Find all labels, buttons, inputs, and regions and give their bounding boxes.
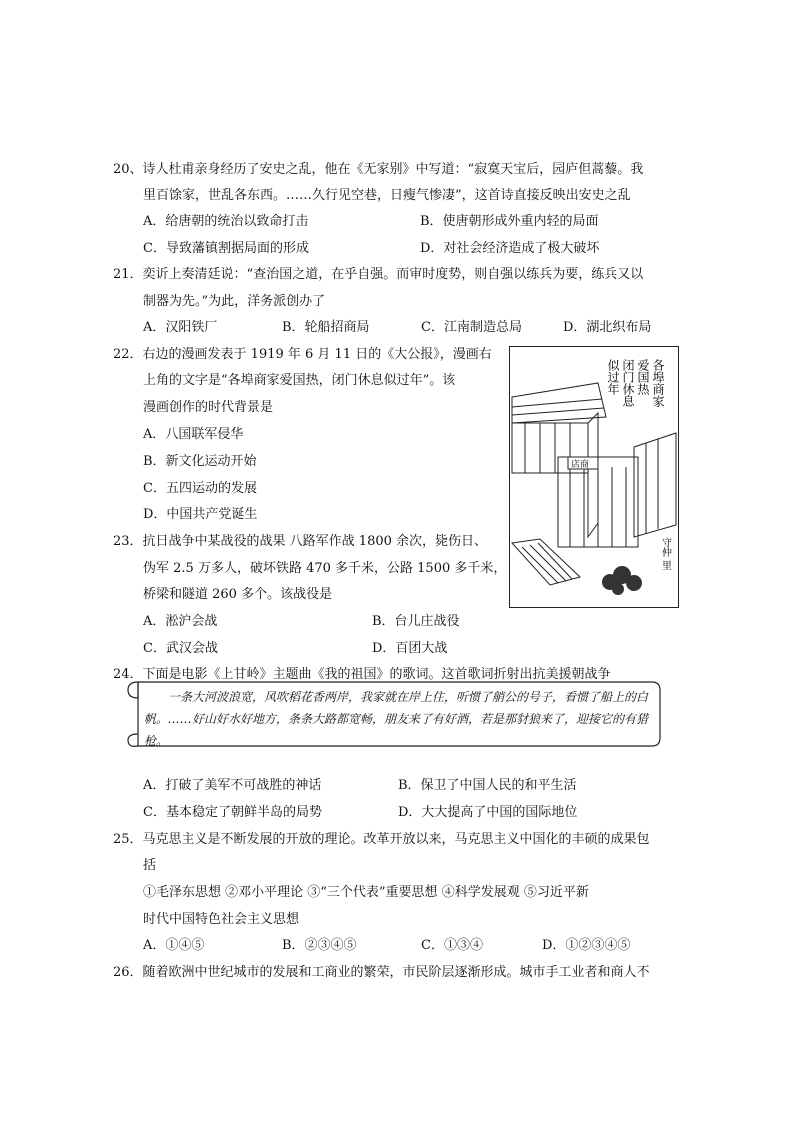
q25-option-b[interactable]: B．②③④⑤: [282, 938, 357, 953]
q25-option-a[interactable]: A．①④⑤: [143, 938, 205, 953]
cartoon-buildings: [512, 383, 676, 585]
cartoon-caption-col3: 闭门休息: [621, 359, 635, 407]
q25-stem-line3: ①毛泽东思想 ②邓小平理论 ③“三个代表”重要思想 ④科学发展观 ⑤习近平新: [143, 885, 589, 900]
q23-stem-line3: 桥梁和隧道 260 多个。该战役是: [143, 587, 333, 602]
q26-stem-line1: 26．随着欧洲中世纪城市的发展和工商业的繁荣，市民阶层逐渐形成。城市手工业者和商人不: [113, 965, 650, 980]
cartoon-bush: [602, 566, 642, 595]
q20-option-a[interactable]: A．给唐朝的统治以致命打击: [143, 214, 309, 229]
q22-stem-line2: 上角的文字是“各埠商家爱国热，闭门休息似过年”。该: [143, 373, 456, 388]
q23-option-c[interactable]: C．武汉会战: [143, 641, 218, 656]
q24-option-b[interactable]: B．保卫了中国人民的和平生活: [398, 778, 577, 793]
cartoon-caption-col4: 似过年: [606, 359, 620, 395]
q21-option-c[interactable]: C．江南制造总局: [421, 320, 522, 335]
q24-lyrics-text: 一条大河波浪宽，风吹稻花香两岸，我家就在岸上住，听惯了艄公的号子，看惯了船上的白帆。……好山好水好地方，条条大路都宽畅，朋友来了有好酒，若是那豺狼来了，迎接它的有猎枪。: [144, 690, 649, 748]
q25-option-c[interactable]: C．①③④: [421, 938, 483, 953]
q22-option-b[interactable]: B．新文化运动开始: [143, 454, 257, 469]
q22-stem-line3: 漫画创作的时代背景是: [143, 400, 274, 415]
q24-stem-line1: 24．下面是电影《上甘岭》主题曲《我的祖国》的歌词。这首歌词折射出抗美援朝战争: [113, 667, 611, 682]
q22-cartoon-illustration: [509, 346, 679, 608]
cartoon-artist-signature: 守仲 里: [659, 537, 671, 571]
q23-option-a[interactable]: A．淞沪会战: [143, 614, 218, 629]
q21-option-d[interactable]: D．湖北织布局: [563, 320, 652, 335]
q20-stem-line2: 里百馀家，世乱各东西。……久行见空巷，日瘦气惨凄”，这首诗直接反映出安史之乱: [143, 188, 631, 203]
q25-stem-line1: 25．马克思主义是不断发展的开放的理论。改革开放以来，马克思主义中国化的丰硕的成果包: [113, 832, 650, 847]
q24-lyrics-scroll: [124, 678, 662, 750]
q20-option-d[interactable]: D．对社会经济造成了极大破坏: [420, 241, 600, 256]
q22-option-c[interactable]: C．五四运动的发展: [143, 481, 257, 496]
q24-option-c[interactable]: C．基本稳定了朝鲜半岛的局势: [143, 805, 322, 820]
q23-stem-line1: 23．抗日战争中某战役的战果 八路军作战 1800 余次，毙伤日、: [113, 534, 488, 549]
q24-option-a[interactable]: A．打破了美军不可战胜的神话: [143, 778, 322, 793]
q22-stem-line1: 22．右边的漫画发表于 1919 年 6 月 11 日的《大公报》，漫画右: [113, 347, 492, 362]
q21-option-a[interactable]: A．汉阳铁厂: [143, 320, 218, 335]
q20-option-b[interactable]: B．使唐朝形成外重内轻的局面: [420, 214, 599, 229]
q21-option-b[interactable]: B．轮船招商局: [282, 320, 370, 335]
q20-option-c[interactable]: C．导致藩镇割据局面的形成: [143, 241, 309, 256]
q20-stem-line1: 20、诗人杜甫亲身经历了安史之乱，他在《无家别》中写道：“寂寞天宝后，园庐但蒿藜。我: [113, 162, 644, 177]
q21-stem-line1: 21．奕䜣上奏清廷说：“查治国之道，在乎自强。而审时度势，则自强以练兵为要，练兵又以: [113, 267, 644, 282]
q21-stem-line2: 制器为先。”为此，洋务派创办了: [143, 294, 326, 309]
q22-option-d[interactable]: D．中国共产党诞生: [143, 507, 258, 522]
cartoon-caption-col2: 爱国热: [636, 359, 650, 395]
q23-stem-line2: 伪军 2.5 万多人，破坏铁路 470 多千米，公路 1500 多千米，: [143, 561, 507, 576]
q24-option-d[interactable]: D．大大提高了中国的国际地位: [398, 805, 578, 820]
q25-stem-line4: 时代中国特色社会主义思想: [143, 912, 300, 927]
q23-option-d[interactable]: D．百团大战: [372, 641, 448, 656]
q25-stem-line2: 括: [143, 858, 157, 873]
q22-option-a[interactable]: A．八国联军侵华: [143, 427, 244, 442]
cartoon-caption-col1: 各埠商家: [651, 359, 665, 407]
cartoon-shop-sign-text: 店商: [571, 460, 590, 470]
q23-option-b[interactable]: B．台儿庄战役: [372, 614, 460, 629]
cartoon-drawing: [510, 347, 678, 607]
q25-option-d[interactable]: D．①②③④⑤: [542, 938, 631, 953]
